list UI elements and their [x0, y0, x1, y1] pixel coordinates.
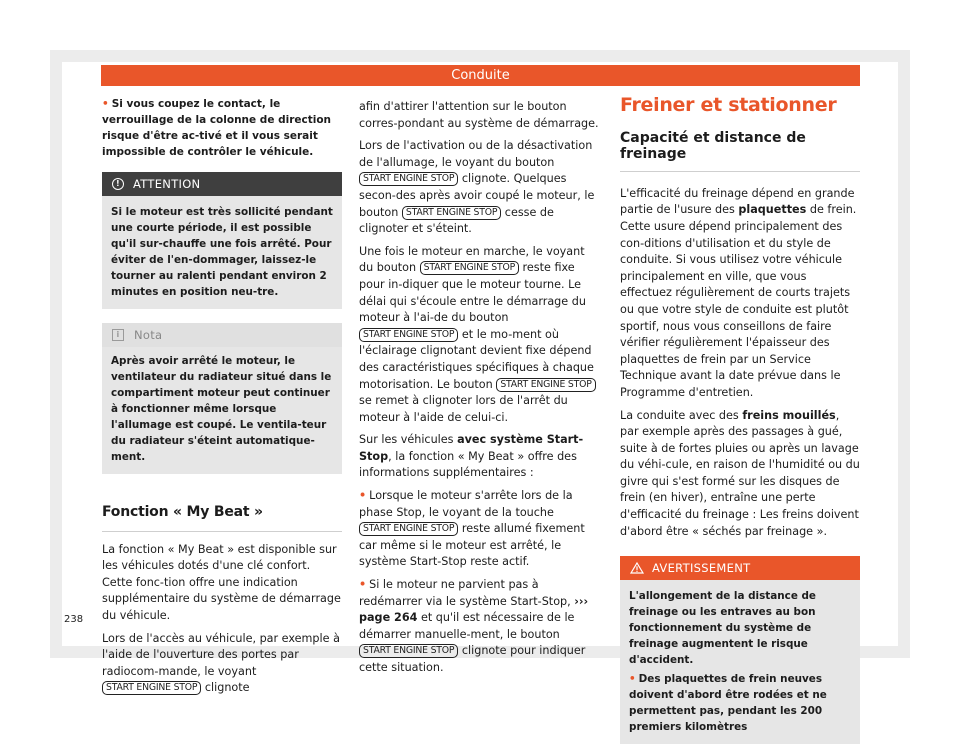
bullet-dot: • — [359, 489, 367, 503]
paragraph-wet-brakes: La conduite avec des freins mouillés, par exemple après des passages à gué, suite à de fortes pluies ou après un lavage du véhi-cule, en raison de l'humidité ou du givre qui s'est formé sur les disques de frein (en hiver), entraîne une perte d'efficacité du freinage : Les freins doivent d'abord être « séchés par freinage ». — [620, 408, 860, 538]
paragraph-ignition: Lors de l'activation ou de la désactivation de l'allumage, le voyant du bouton START ENGINE STOP clignote. Quelques secon-des après avoir coupé le moteur, le bouton START ENGINE STOP cesse de clignoter et s'éteint. — [359, 139, 595, 236]
attention-box — [102, 172, 342, 309]
paragraph-start-stop: Sur les véhicules avec système Start-Stop, la fonction « My Beat » offre des informations supplémentaires : — [359, 433, 584, 480]
warning-text: L'allongement de la distance de freinage ou les entraves au bon fonctionnement du système de freinage augmentent le risque d'accident. • Des plaquettes de frein neuves doivent d'abord être rodées et ne permettent pas, pendant les 200 premiers kilomètres — [620, 580, 860, 744]
paragraph-brake-pads: L'efficacité du freinage dépend en grande partie de l'usure des plaquettes de frein. Cette usure dépend principalement des con-ditions d'utilisation et du style de conduite. Si vous utilisez votre véhicule principalement en ville, que vous effectuez régulièrement de courts trajets ou que votre style de conduite est plutôt sportif, nous vous conseillons de faire vérifier régulièrement l'épaisseur des plaquettes de frein par un Service Technique avant la date prévue dans le Programme d'entretien. — [620, 186, 857, 399]
list-item: • Des plaquettes de frein neuves doivent d'abord être rodées et ne permettent pas, pendant les 200 premiers kilomètres — [629, 673, 827, 734]
chapter-header: Conduite — [101, 65, 860, 86]
exclamation-icon: ! — [112, 178, 124, 190]
start-engine-stop-key: START ENGINE STOP — [420, 261, 519, 275]
list-item: • Lorsque le moteur s'arrête lors de la phase Stop, le voyant de la touche START ENGINE STOP reste allumé fixement car même si le moteur est arrêté, le système Start-Stop reste actif. — [359, 489, 585, 569]
attention-header: ! ATTENTION — [102, 172, 342, 196]
paragraph-attention-button: afin d'attirer l'attention sur le bouton corres-pondant au système de démarrage. — [359, 100, 599, 130]
subsection-title-braking-distance: Capacité et distance de freinage — [620, 130, 860, 172]
bullet-dot: • — [359, 578, 367, 592]
start-engine-stop-key: START ENGINE STOP — [359, 644, 458, 658]
nota-header: i Nota — [102, 323, 342, 347]
nota-text: Après avoir arrêté le moteur, le ventilateur du radiateur situé dans le compartiment moteur peut continuer à fonctionner même lorsque l'allumage est coupé. Le ventila-teur du radiateur s'éteint automatique-ment. — [102, 347, 342, 474]
start-engine-stop-key: START ENGINE STOP — [496, 378, 595, 392]
my-beat-paragraph-1: La fonction « My Beat » est disponible sur les véhicules dotés d'une clé confort. Cette fonc-tion offre une indication supplémentaire du système de démarrage du véhicule. — [102, 542, 341, 622]
column-middle — [359, 99, 601, 683]
warning-box — [620, 556, 860, 744]
bullet-dot: • — [102, 98, 109, 110]
column-right — [620, 94, 860, 744]
intro-bullet: • Si vous coupez le contact, le verrouillage de la colonne de direction risque d'être ac-tivé et il vous serait impossible de contrôler le véhicule. — [102, 98, 332, 158]
list-item: • Si le moteur ne parvient pas à redémarrer via le système Start-Stop, ››› page 264 et qu'il est nécessaire de le démarrer manuelle-ment, le bouton START ENGINE STOP clignote pour indiquer cette situation. — [359, 578, 589, 674]
page-number: 238 — [64, 614, 84, 625]
section-title-my-beat: Fonction « My Beat » — [102, 504, 342, 532]
paragraph-engine-running: Une fois le moteur en marche, le voyant du bouton START ENGINE STOP reste fixe pour in-diquer que le moteur tourne. Le délai qui s'écoule entre le démarrage du moteur à l'ai-de du bouton START ENGINE STOP et le mo-ment où l'éclairage clignotant devient fixe dépend des caractéristiques spécifiques à chaque motorisation. Le bouton START ENGINE STOP se remet à clignoter lors de l'arrêt du moteur à l'aide de celui-ci. — [359, 244, 594, 424]
start-engine-stop-key: START ENGINE STOP — [359, 522, 458, 536]
start-engine-stop-key: START ENGINE STOP — [102, 681, 201, 695]
start-engine-stop-key: START ENGINE STOP — [402, 206, 501, 220]
my-beat-paragraph-2: Lors de l'accès au véhicule, par exemple à l'aide de l'ouverture des portes par radiocom-mande, le voyant START ENGINE STOP clignote — [102, 631, 340, 695]
start-engine-stop-key: START ENGINE STOP — [359, 172, 458, 186]
info-icon: i — [112, 329, 124, 341]
warning-header: AVERTISSEMENT — [620, 556, 860, 580]
bullet-dot: • — [629, 673, 636, 686]
section-title-braking: Freiner et stationner — [620, 94, 837, 116]
column-left — [102, 96, 342, 703]
nota-box — [102, 323, 342, 474]
page-reference-link[interactable]: ››› page 264 — [359, 594, 589, 625]
attention-text: Si le moteur est très sollicité pendant une courte période, il est possible qu'il sur-chauffe une fois arrêté. Pour éviter de l'en-dommager, laissez-le tourner au ralenti pendant environ 2 minutes en position neu-tre. — [102, 196, 342, 309]
start-engine-stop-key: START ENGINE STOP — [359, 328, 458, 342]
warning-triangle-icon — [630, 562, 644, 574]
